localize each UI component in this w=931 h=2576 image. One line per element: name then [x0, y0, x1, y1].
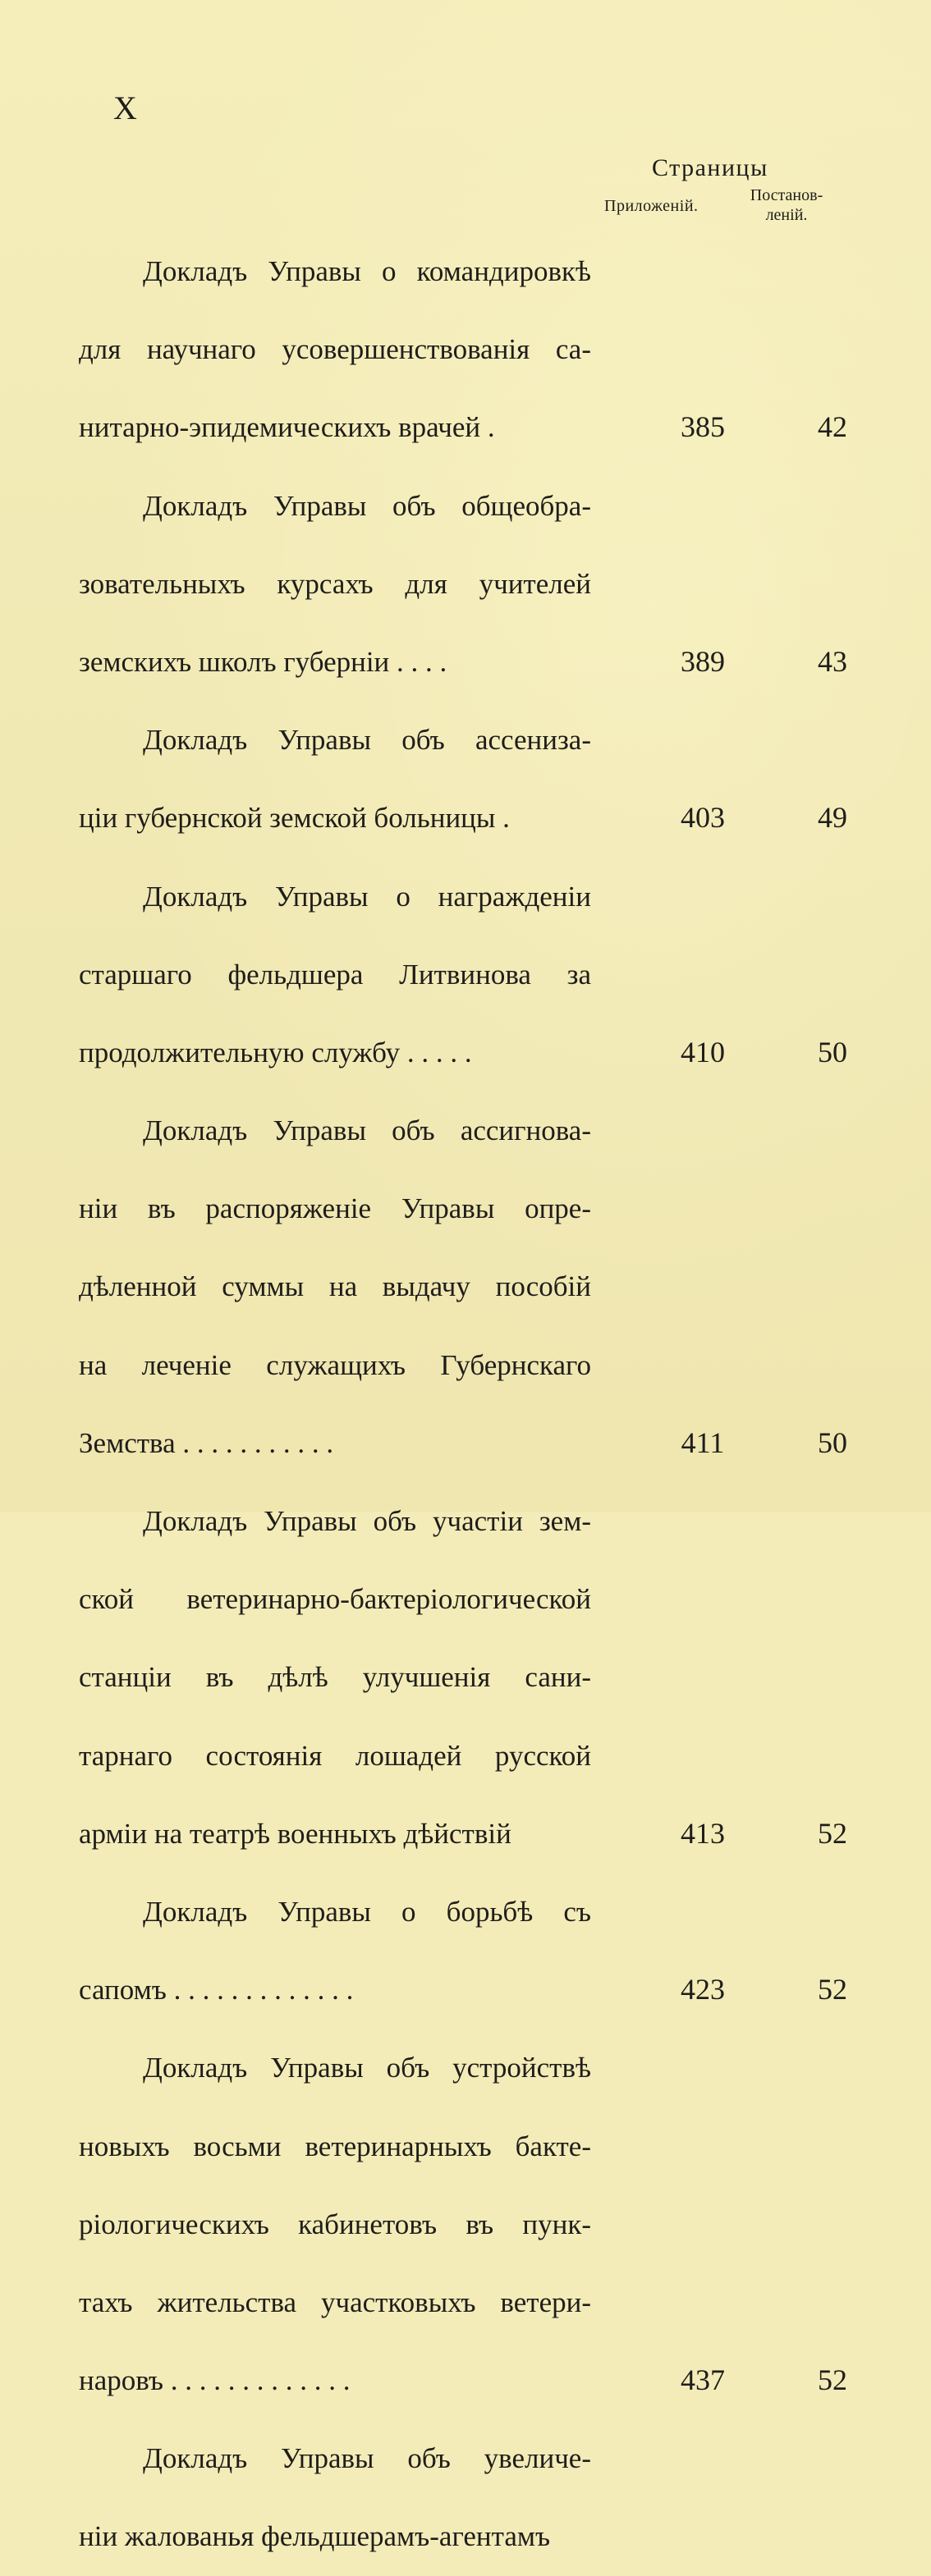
- toc-entry-text: Докладъ Управы объ устройствѣ: [143, 2052, 591, 2084]
- toc-entry-text: станціи въ дѣлѣ улучшенія сани-: [79, 1661, 591, 1694]
- toc-entry-line: [79, 1873, 851, 1951]
- toc-entry-line: [79, 1717, 851, 1795]
- toc-entry: [79, 1091, 851, 1482]
- toc-entry-text: земскихъ школъ губерніи . . . .: [79, 645, 447, 678]
- toc-entry-line: [79, 1013, 851, 1091]
- toc-entry-text: Докладъ Управы объ увеличе-: [143, 2442, 591, 2475]
- appendix-page-number: 385: [681, 410, 725, 444]
- toc-entry-line: [79, 779, 851, 857]
- toc-entry: [79, 2419, 851, 2575]
- toc-entry-line: [79, 2341, 851, 2419]
- toc-entry-line: [79, 1091, 851, 1169]
- toc-entry-line: [79, 2185, 851, 2263]
- toc-entry-text: новыхъ восьми ветеринарныхъ бакте-: [79, 2130, 591, 2162]
- toc-entry-text: ціи губернской земской больницы .: [79, 802, 510, 835]
- toc-entry-line: [79, 1795, 851, 1873]
- toc-entry-text: сапомъ . . . . . . . . . . . . .: [79, 1974, 354, 2006]
- toc-entry: [79, 701, 851, 857]
- toc-entry: [79, 858, 851, 1092]
- toc-entry-text: Земства . . . . . . . . . . .: [79, 1426, 334, 1459]
- toc-entry-text: арміи на театрѣ военныхъ дѣйствій: [79, 1817, 511, 1850]
- toc-entry-text: Докладъ Управы объ ассигнова-: [143, 1114, 591, 1147]
- toc-entry-text: Докладъ Управы о борьбѣ съ: [143, 1895, 591, 1928]
- toc-entry-text: старшаго фельдшера Литвинова за: [79, 958, 591, 991]
- resolution-page-number: 42: [818, 410, 847, 444]
- toc-entry-line: [79, 623, 851, 701]
- toc-entry: [79, 232, 851, 467]
- toc-entry: [79, 2029, 851, 2419]
- pages-header: Страницы: [652, 154, 768, 181]
- resolution-page-number: 43: [818, 644, 847, 678]
- resolution-page-number: 50: [818, 1425, 847, 1459]
- column-header-resolutions: [737, 185, 836, 225]
- toc-entry-text: продолжительную службу . . . . .: [79, 1036, 472, 1068]
- appendix-page-number: 403: [681, 801, 725, 835]
- toc-entry-text: на леченіе служащихъ Губернскаго: [79, 1348, 591, 1381]
- toc-entry-text: тарнаго состоянія лошадей русской: [79, 1739, 591, 1772]
- appendix-page-number: 413: [681, 1816, 725, 1850]
- resolution-page-number: 52: [818, 1816, 847, 1850]
- column-header-resolutions-line1: Постанов-: [750, 186, 823, 204]
- appendix-page-number: 389: [681, 644, 725, 678]
- toc-entry-line: [79, 310, 851, 388]
- toc-entry-text: Докладъ Управы объ ассениза-: [143, 724, 591, 757]
- toc-entry-text: Докладъ Управы о командировкѣ: [143, 255, 591, 287]
- toc-entry-text: наровъ . . . . . . . . . . . . .: [79, 2364, 351, 2397]
- toc-entry-text: для научнаго усовершенствованія са-: [79, 333, 591, 366]
- toc-entry-line: [79, 1247, 851, 1325]
- appendix-page-number: 411: [681, 1425, 725, 1459]
- toc-entry-text: ской ветеринарно-бактеріологической: [79, 1583, 591, 1616]
- toc-entry-line: [79, 2029, 851, 2107]
- toc-entry-line: [79, 232, 851, 310]
- toc-entry-line: [79, 2107, 851, 2185]
- toc-entry-line: [79, 1482, 851, 1560]
- toc-entry-line: [79, 2419, 851, 2497]
- toc-entry-text: ріологическихъ кабинетовъ въ пунк-: [79, 2208, 591, 2240]
- appendix-page-number: 423: [681, 1973, 725, 2006]
- resolution-page-number: 50: [818, 1035, 847, 1068]
- column-header-resolutions-line2: леній.: [765, 206, 808, 224]
- page-number: X: [113, 89, 138, 126]
- toc-entry: [79, 1482, 851, 1873]
- toc-entry-line: [79, 2497, 851, 2575]
- toc-entry-line: [79, 858, 851, 936]
- toc-entry-text: дѣленной суммы на выдачу пособій: [79, 1270, 591, 1303]
- column-header-appendix: Приложеній.: [604, 197, 699, 215]
- toc-entry-line: [79, 1951, 851, 2029]
- appendix-page-number: 410: [681, 1035, 725, 1068]
- toc-entry-text: Докладъ Управы объ участіи зем-: [143, 1505, 591, 1537]
- toc-entry-line: [79, 467, 851, 545]
- toc-entry-text: зовательныхъ курсахъ для учителей: [79, 567, 591, 600]
- toc-entry-line: [79, 936, 851, 1013]
- toc-entry-text: тахъ жительства участковыхъ ветери-: [79, 2285, 591, 2318]
- resolution-page-number: 49: [818, 801, 847, 835]
- toc-entry-text: нитарно-эпидемическихъ врачей .: [79, 411, 495, 444]
- toc-entry-line: [79, 1560, 851, 1638]
- toc-entry-line: [79, 1326, 851, 1404]
- toc-entry-line: [79, 2263, 851, 2341]
- toc-entry-line: [79, 388, 851, 466]
- toc-entry-line: [79, 701, 851, 779]
- toc-entry: [79, 1873, 851, 2029]
- table-of-contents: [79, 232, 851, 2576]
- toc-entry-line: [79, 1169, 851, 1247]
- appendix-page-number: 437: [681, 2363, 725, 2397]
- toc-entry-text: Докладъ Управы объ общеобра-: [143, 489, 591, 522]
- resolution-page-number: 52: [818, 1973, 847, 2006]
- toc-entry-line: [79, 1638, 851, 1716]
- toc-entry: [79, 467, 851, 702]
- toc-entry-text: ніи въ распоряженіе Управы опре-: [79, 1192, 591, 1225]
- toc-entry-line: [79, 545, 851, 623]
- toc-entry-line: [79, 1404, 851, 1482]
- toc-entry-text: Докладъ Управы о награжденіи: [143, 880, 591, 913]
- resolution-page-number: 52: [818, 2363, 847, 2397]
- toc-entry-text: ніи жалованья фельдшерамъ-агентамъ: [79, 2520, 551, 2553]
